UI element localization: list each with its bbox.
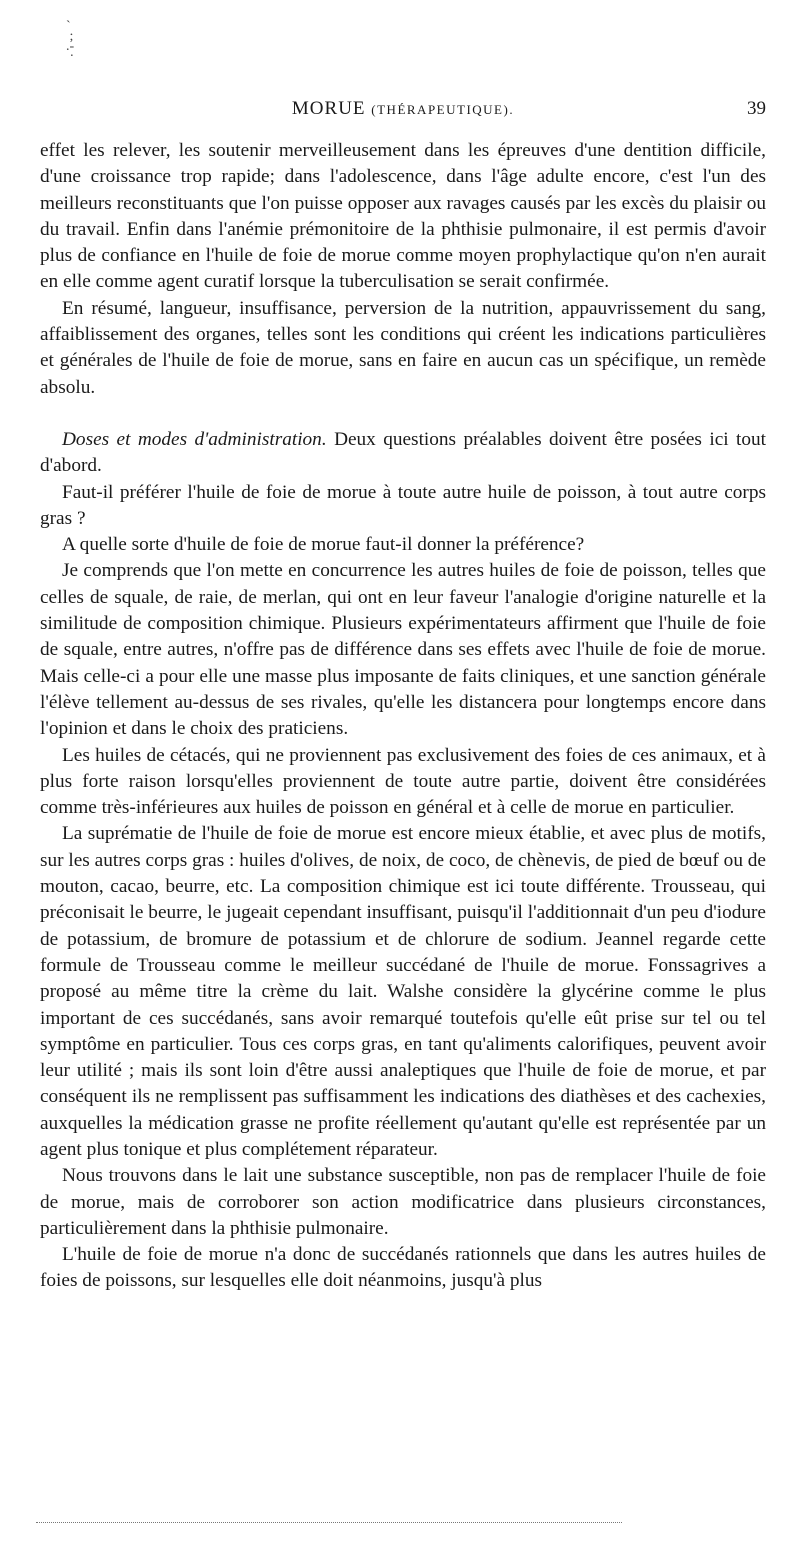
paragraph: La suprématie de l'huile de foie de morue est encore mieux établie, et avec plus de motifs, sur les autres corps gras : huiles d'olives, de noix, de coco, de chènevis, de pied de bœuf ou de mouton, cacao, beurre, etc. La composition chimique est ici toute différente. Trousseau, qui préconisait le beurre, le jugeait cependant insuffisant, puisqu'il l'additionnait d'un peu d'iodure de potassium, de bromure de potassium et de chlorure de sodium. Jeannel regarde cette formule de Trousseau comme le meilleur succédané de l'huile de morue. Fonssagrives a proposé au même titre la crème du lait. Walshe considère la glycérine comme le plus important de ces succédanés, sans avoir remarqué toutefois qu'elle eût prise sur tel ou tel symptôme en particulier. Tous ces corps gras, en tant qu'aliments calorifiques, peuvent avoir leur utilité ; mais ils sont loin d'être aussi analeptiques que l'huile de foie de morue, et par conséquent ils ne remplissent pas suffisamment les indications des diathèses et des cachexies, auxquelles la médication grasse ne profite réellement qu'autant qu'elle est représentée par un agent plus tonique et plus complétement réparateur. <box>40 823 766 1160</box>
paragraph: Nous trouvons dans le lait une substance susceptible, non pas de remplacer l'huile de foie de morue, mais de corroborer son action modificatrice dans plusieurs circonstances, particulièrement dans la phthisie pulmonaire. <box>40 1165 766 1239</box>
paragraph: Faut-il préférer l'huile de foie de morue à toute autre huile de poisson, à tout autre corps gras ? <box>40 481 766 529</box>
running-title <box>40 98 766 120</box>
running-title-subtitle: (THÉRAPEUTIQUE). <box>371 102 515 117</box>
paragraph: effet les relever, les soutenir merveilleusement dans les épreuves d'une dentition difficile, d'une croissance trop rapide; dans l'adolescence, dans l'âge adulte encore, c'est l'un des meilleurs reconstituants que l'on puisse opposer aux ravages causés par les excès du plaisir ou du travail. Enfin dans l'anémie prémonitoire de la phthisie pulmonaire, il est permis d'avoir plus de confiance en l'huile de foie de morue comme moyen prophylactique qu'on n'en aurait en elle comme agent curatif lorsque la tuberculisation se serait confirmée. <box>40 140 766 293</box>
paragraph: Je comprends que l'on mette en concurrence les autres huiles de foie de poisson, telles que celles de squale, de raie, de merlan, qui ont en leur faveur l'analogie d'origine naturelle et la similitude de composition chimique. Plusieurs expérimentateurs affirment que l'huile de foie de squale, entre autres, n'offre pas de différence dans ses effets avec l'huile de foie de morue. Mais celle-ci a pour elle une masse plus imposante de faits cliniques, et une sanction générale l'élève tellement au-dessus de ses rivales, qu'elle les distancera pour longtemps encore dans l'opinion et dans le choix des praticiens. <box>40 560 766 740</box>
body-text <box>40 138 766 1295</box>
paragraph: En résumé, langueur, insuffisance, perversion de la nutrition, appauvrissement du sang, affaiblissement des organes, telles sont les conditions qui créent les indications particulières et générales de l'huile de foie de morue, sans en faire en aucun cas un spécifique, un remède absolu. <box>40 297 766 398</box>
footer-rule <box>36 1522 622 1523</box>
page-number: 39 <box>747 98 766 119</box>
section-heading: Doses et modes d'administration. <box>62 428 327 450</box>
page-header <box>40 98 766 128</box>
margin-marks: ` ; .- · <box>66 19 75 64</box>
running-title-main: MORUE <box>291 98 366 119</box>
section-paragraph-text: Deux questions préalables doivent être posées ici tout d'abord. <box>40 428 766 477</box>
paragraph: L'huile de foie de morue n'a donc de succédanés rationnels que dans les autres huiles de foies de poissons, sur lesquelles elle doit néanmoins, jusqu'à plus <box>40 1244 766 1292</box>
paragraph: A quelle sorte d'huile de foie de morue faut-il donner la préférence? <box>62 534 585 556</box>
paragraph: Les huiles de cétacés, qui ne proviennent pas exclusivement des foies de ces animaux, et à plus forte raison lorsqu'elles proviennent de toute autre partie, doivent être considérées comme très-inférieures aux huiles de poisson en général et à celle de morue en particulier. <box>40 744 766 819</box>
section-paragraph <box>40 427 766 480</box>
